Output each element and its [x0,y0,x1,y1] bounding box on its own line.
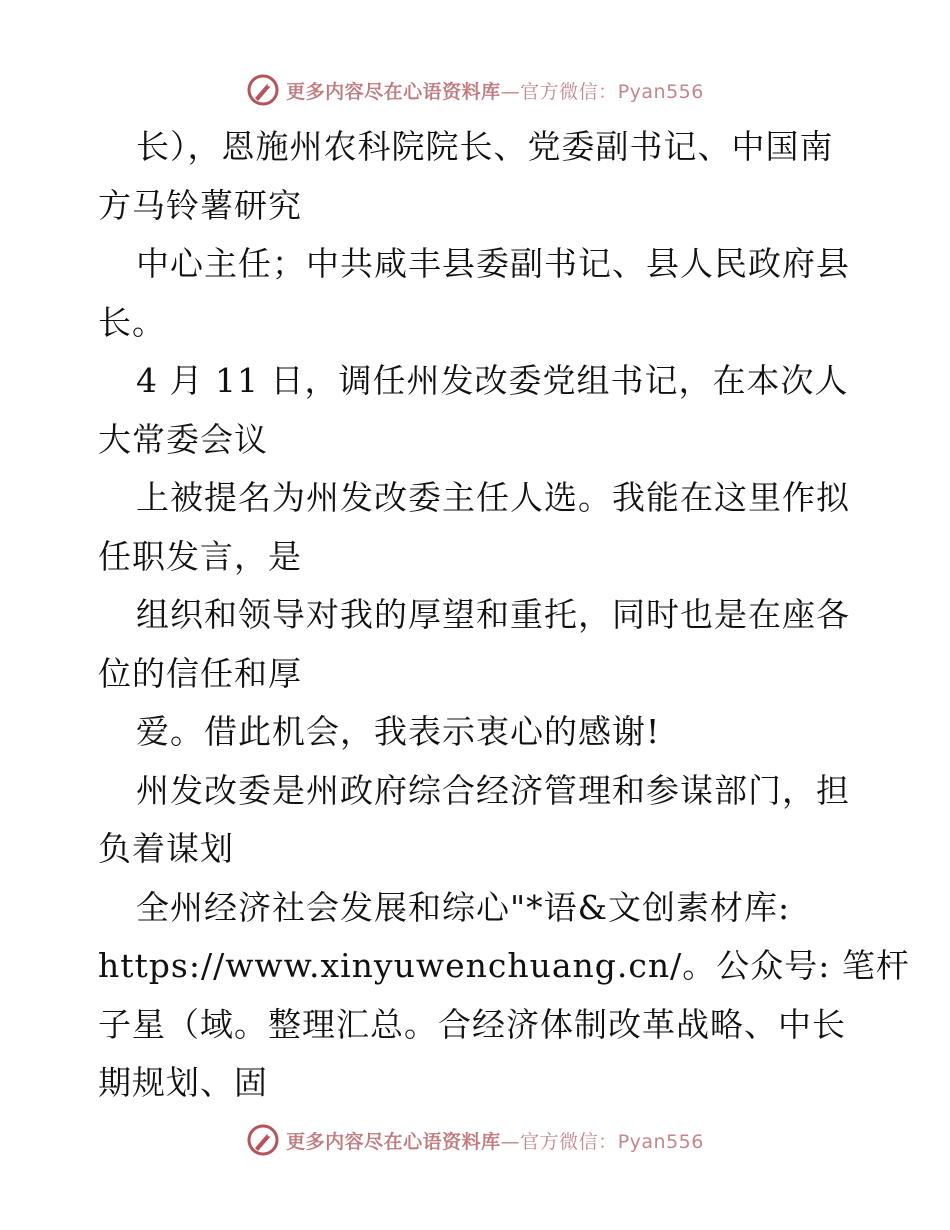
body-line: 大常委会议 [98,419,268,459]
footer-wechat-label: 官方微信： [520,1130,618,1153]
body-line: 方马铃薯研究 [98,185,302,225]
body-line: 4 月 11 日，调任州发改委党组书记，在本次人 [136,361,849,400]
body-line: 子星（域。整理汇总。合经济体制改革战略、中长 [98,1004,846,1044]
body-line: 长），恩施州农科院院长、党委副书记、中国南 [136,127,834,166]
header-banner-text [286,77,704,104]
footer-separator: — [500,1130,521,1153]
footer-banner-text [286,1127,704,1154]
footer-brand-text: 更多内容尽在心语资料库 [286,1130,501,1153]
body-line: 州发改委是州政府综合经济管理和参谋部门，担 [136,770,850,810]
footer-watermark-banner [0,1120,950,1160]
body-line: 爱。借此机会，我表示衷心的感谢! [136,712,661,751]
body-line: 上被提名为州发改委主任人选。我能在这里作拟 [136,478,850,517]
body-line: https://www.xinyuwenchuang.cn/。公众号: 笔杆 [98,946,910,985]
body-line: 位的信任和厚 [98,653,302,693]
footer-wechat-id: Pyan556 [617,1130,704,1153]
body-line: 长。 [98,302,166,342]
body-line: 期规划、固 [98,1063,268,1102]
body-line: 组织和领导对我的厚望和重托，同时也是在座各 [136,595,850,634]
body-line: 全州经济社会发展和综心"*语&文创素材库: [136,887,791,927]
header-separator: — [500,80,521,103]
header-wechat-id: Pyan556 [617,80,704,103]
pen-logo-icon [246,73,280,107]
header-watermark-banner [0,70,950,110]
header-brand-text: 更多内容尽在心语资料库 [286,80,501,103]
document-body [98,118,910,1113]
body-line: 中心主任；中共咸丰县委副书记、县人民政府县 [136,244,850,283]
header-wechat-label: 官方微信： [520,80,618,103]
body-line: 任职发言，是 [98,536,302,576]
body-line: 负着谋划 [98,829,234,868]
pen-logo-icon [246,1123,280,1157]
